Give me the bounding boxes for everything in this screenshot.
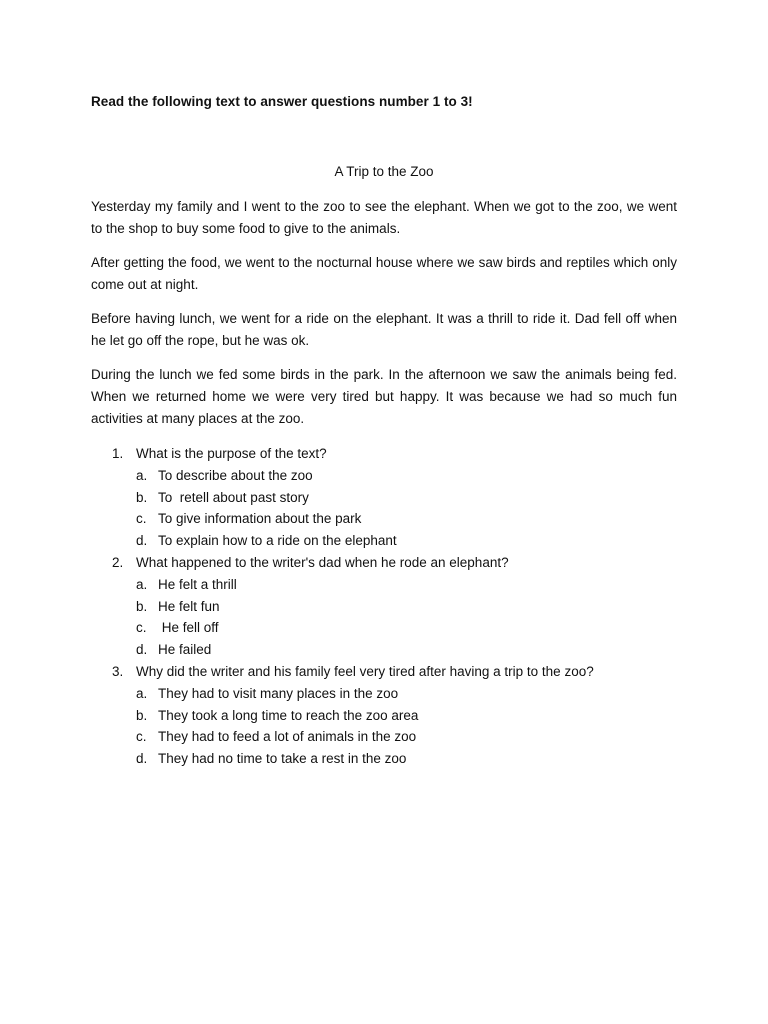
option-3b [91,705,677,727]
option-1b [91,487,677,509]
question-text: What happened to the writer's dad when he rode an elephant? [136,554,509,570]
option-text: They had no time to take a rest in the zoo [158,751,407,767]
option-letter: a. [136,467,148,483]
question-number: 1. [112,446,124,461]
story-paragraph-2: After getting the food, we went to the nocturnal house where we saw birds and reptiles which only come out at night. [91,255,677,292]
option-2a [91,574,677,596]
option-2d [91,639,677,661]
option-text: He felt fun [158,598,220,614]
instruction-heading: Read the following text to answer questions number 1 to 3! [91,94,473,109]
story-paragraph-3: Before having lunch, we went for a ride on the elephant. It was a thrill to ride it. Dad fell off when he let go off the rope, but he was ok. [91,311,677,348]
option-list [91,465,677,552]
option-text: To explain how to a ride on the elephant [158,533,397,549]
story-text [91,196,677,442]
question-1 [91,443,677,552]
document-page [91,0,677,1024]
question-text: What is the purpose of the text? [136,446,327,461]
question-number: 3. [112,663,124,679]
option-2b [91,596,677,618]
option-text: He felt a thrill [158,576,237,592]
option-letter: b. [136,707,148,723]
option-text: He fell off [158,620,219,636]
option-letter: c. [136,729,147,745]
question-2 [91,552,677,661]
option-3c [91,726,677,748]
question-3 [91,661,677,770]
option-letter: b. [136,598,148,614]
option-2c [91,617,677,639]
option-letter: d. [136,642,148,658]
option-1a [91,465,677,487]
option-letter: c. [136,620,147,636]
story-paragraph-1: Yesterday my family and I went to the zoo to see the elephant. When we got to the zoo, we went to the shop to buy some food to give to the animals. [91,199,677,236]
option-text: They had to feed a lot of animals in the zoo [158,729,417,745]
option-text: They took a long time to reach the zoo area [158,707,419,723]
option-text: To describe about the zoo [158,467,313,483]
story-paragraph-4: During the lunch we fed some birds in the park. In the afternoon we saw the animals being fed. When we returned home we were very tired but happy. It was because we had so much fun activities at many places at the zoo. [91,367,677,426]
option-1c [91,508,677,530]
option-letter: d. [136,533,148,549]
option-list [91,574,677,661]
option-letter: a. [136,685,148,701]
option-text: To retell about past story [158,489,309,505]
option-letter: c. [136,511,147,527]
option-letter: d. [136,751,148,767]
question-line [91,552,677,574]
question-line [91,443,677,465]
story-title: A Trip to the Zoo [334,164,434,179]
option-3d [91,748,677,770]
question-line [91,661,677,683]
option-1d [91,530,677,552]
option-3a [91,683,677,705]
option-text: He failed [158,642,212,658]
option-text: To give information about the park [158,511,362,527]
question-list [91,443,677,770]
option-letter: a. [136,576,148,592]
question-text: Why did the writer and his family feel very tired after having a trip to the zoo? [136,663,594,679]
option-text: They had to visit many places in the zoo [158,685,399,701]
option-list [91,683,677,770]
option-letter: b. [136,489,148,505]
question-number: 2. [112,554,124,570]
